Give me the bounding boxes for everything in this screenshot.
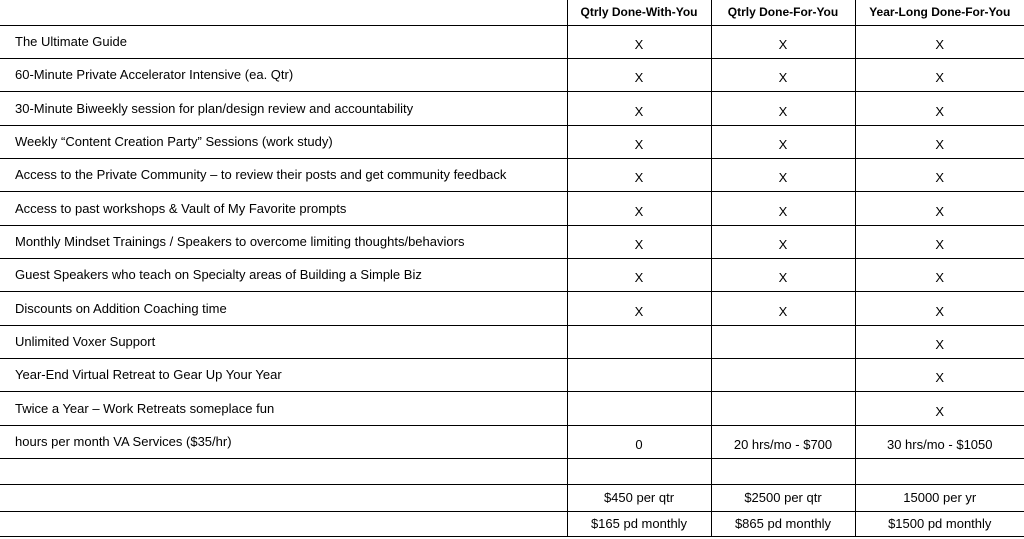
table-cell [567,358,711,391]
table-cell: X [567,258,711,291]
price-cell: $165 pd monthly [567,511,711,536]
feature-label: 60-Minute Private Accelerator Intensive (ea. Qtr) [0,58,567,91]
table-cell: X [711,91,855,125]
feature-label: Access to the Private Community – to review their posts and get community feedback [0,158,567,191]
table-row [0,325,1024,358]
empty-cell [0,511,567,536]
pricing-row [0,511,1024,536]
table-cell: X [711,291,855,325]
table-cell [711,391,855,425]
header-qtrly-done-for-you: Qtrly Done-For-You [711,0,855,25]
table-cell: X [711,125,855,158]
table-cell: X [855,25,1024,58]
table-cell: X [855,358,1024,391]
table-cell: X [855,158,1024,191]
feature-label: hours per month VA Services ($35/hr) [0,425,567,458]
table-cell: X [567,291,711,325]
table-row [0,425,1024,458]
table-cell: X [567,125,711,158]
empty-cell [711,458,855,484]
feature-label: 30-Minute Biweekly session for plan/design review and accountability [0,91,567,125]
feature-label: The Ultimate Guide [0,25,567,58]
header-row [0,0,1024,25]
table-row [0,258,1024,291]
table-cell: X [711,225,855,258]
pricing-row [0,484,1024,511]
empty-cell [567,458,711,484]
table-cell: X [711,58,855,91]
header-qtrly-done-with-you: Qtrly Done-With-You [567,0,711,25]
price-cell: 15000 per yr [855,484,1024,511]
table-cell: X [855,291,1024,325]
table-row [0,391,1024,425]
table-cell [711,325,855,358]
table-cell: X [567,25,711,58]
table-row [0,291,1024,325]
empty-cell [0,458,567,484]
header-blank-cell [0,0,567,25]
table-cell: X [855,191,1024,225]
table-row [0,225,1024,258]
table-row [0,358,1024,391]
table-cell: X [711,25,855,58]
table-row [0,125,1024,158]
table-cell: 20 hrs/mo - $700 [711,425,855,458]
empty-row [0,458,1024,484]
table-cell: X [711,191,855,225]
price-cell: $450 per qtr [567,484,711,511]
table-row [0,191,1024,225]
table-row [0,91,1024,125]
price-cell: $1500 pd monthly [855,511,1024,536]
table-cell: X [855,225,1024,258]
table-cell [711,358,855,391]
table-cell: X [567,58,711,91]
feature-label: Weekly “Content Creation Party” Sessions (work study) [0,125,567,158]
table-cell: X [567,158,711,191]
feature-label: Access to past workshops & Vault of My Favorite prompts [0,191,567,225]
table-cell: X [855,391,1024,425]
feature-label: Discounts on Addition Coaching time [0,291,567,325]
header-year-long-done-for-you: Year-Long Done-For-You [855,0,1024,25]
table-cell: X [855,91,1024,125]
feature-label: Unlimited Voxer Support [0,325,567,358]
table-cell: X [855,58,1024,91]
table-cell: X [567,91,711,125]
table-row [0,58,1024,91]
table-cell: X [855,125,1024,158]
empty-cell [855,458,1024,484]
table-cell: X [711,258,855,291]
table-cell: X [567,191,711,225]
table-cell [567,325,711,358]
table-cell [567,391,711,425]
price-cell: $2500 per qtr [711,484,855,511]
table-row [0,158,1024,191]
feature-label: Guest Speakers who teach on Specialty areas of Building a Simple Biz [0,258,567,291]
table-row [0,25,1024,58]
feature-label: Year-End Virtual Retreat to Gear Up Your Year [0,358,567,391]
feature-label: Twice a Year – Work Retreats someplace fun [0,391,567,425]
table-cell: X [711,158,855,191]
table-cell: 30 hrs/mo - $1050 [855,425,1024,458]
feature-label: Monthly Mindset Trainings / Speakers to overcome limiting thoughts/behaviors [0,225,567,258]
table-cell: X [567,225,711,258]
table-cell: X [855,258,1024,291]
table-cell: 0 [567,425,711,458]
price-cell: $865 pd monthly [711,511,855,536]
table-cell: X [855,325,1024,358]
empty-cell [0,484,567,511]
